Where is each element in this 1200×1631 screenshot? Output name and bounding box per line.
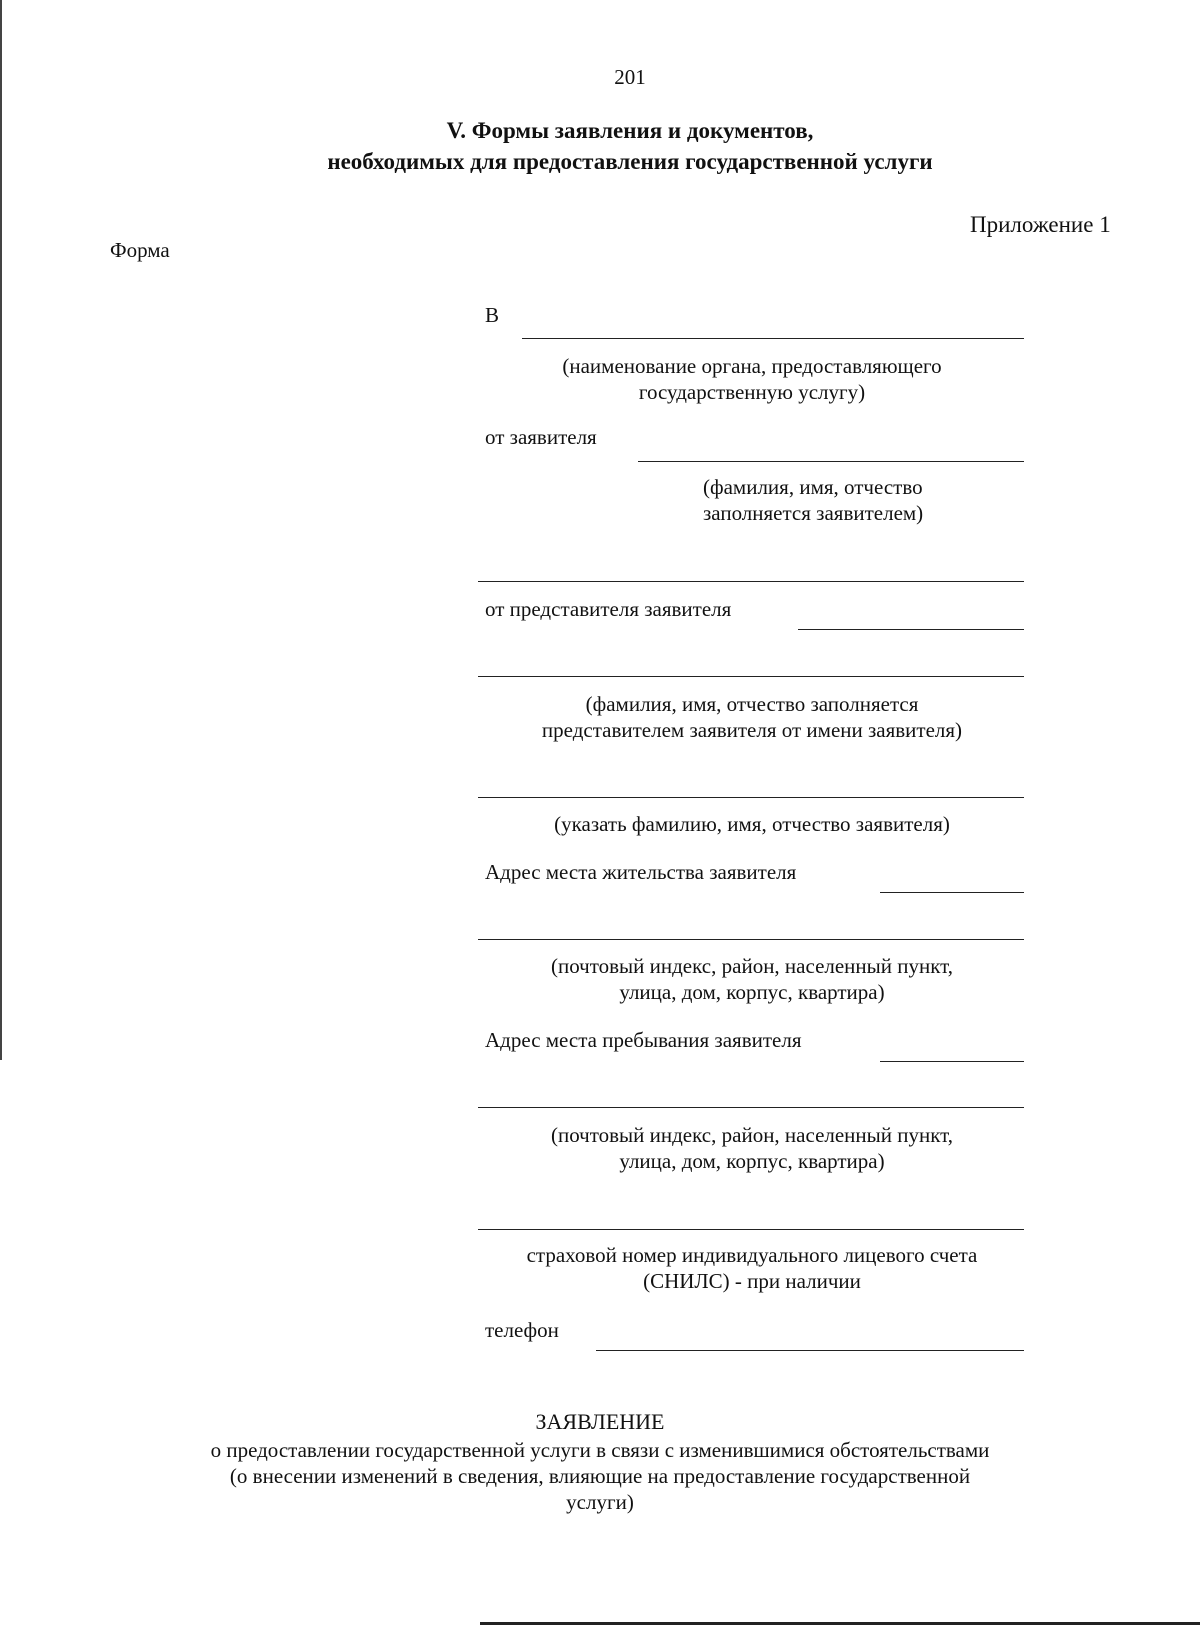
stay-hint-1: (почтовый индекс, район, населенный пункт, xyxy=(550,1123,954,1147)
phone-field-line[interactable] xyxy=(596,1350,1024,1351)
authority-hint-2: государственную услугу) xyxy=(638,380,866,404)
residence-hint-2: улица, дом, корпус, квартира) xyxy=(619,980,885,1004)
stay-address-label: Адрес места пребывания заявителя xyxy=(485,1028,802,1052)
applicant-extra-line[interactable] xyxy=(478,581,1024,582)
representative-field-line[interactable] xyxy=(798,629,1024,630)
statement-line1: о предоставлении государственной услуги в связи с изменившимися обстоятельствами xyxy=(210,1438,990,1462)
applicant-name-line[interactable] xyxy=(478,797,1024,798)
from-applicant-label: от заявителя xyxy=(485,425,597,449)
scan-bottom-edge xyxy=(480,1622,1200,1625)
stay-extra-line[interactable] xyxy=(478,1107,1024,1108)
authority-field-line[interactable] xyxy=(522,338,1024,339)
residence-hint-1: (почтовый индекс, район, населенный пункт, xyxy=(550,954,954,978)
from-representative-label: от представителя заявителя xyxy=(485,597,732,621)
statement-line3: услуги) xyxy=(566,1490,634,1514)
representative-hint-1: (фамилия, имя, отчество заполняется xyxy=(585,692,919,716)
scan-left-edge xyxy=(0,0,2,1060)
snils-field-line[interactable] xyxy=(478,1229,1024,1230)
phone-label: телефон xyxy=(485,1318,559,1342)
appendix-label: Приложение 1 xyxy=(970,212,1111,237)
representative-hint-2: представителем заявителя от имени заявителя) xyxy=(541,718,963,742)
page-number: 201 xyxy=(614,65,646,89)
form-label: Форма xyxy=(110,238,170,262)
snils-hint-1: страховой номер индивидуального лицевого счета xyxy=(526,1243,978,1267)
section-title-line2: необходимых для предоставления государственной услуги xyxy=(327,149,933,174)
section-title-line1: V. Формы заявления и документов, xyxy=(446,118,814,143)
statement-line2: (о внесении изменений в сведения, влияющие на предоставление государственной xyxy=(229,1464,971,1488)
snils-hint-2: (СНИЛС) - при наличии xyxy=(643,1269,861,1293)
representative-extra-line[interactable] xyxy=(478,676,1024,677)
applicant-hint-1: (фамилия, имя, отчество xyxy=(703,475,923,499)
applicant-field-line[interactable] xyxy=(638,461,1024,462)
authority-hint-1: (наименование органа, предоставляющего xyxy=(562,354,942,378)
applicant-name-hint: (указать фамилию, имя, отчество заявителя) xyxy=(554,812,950,836)
residence-extra-line[interactable] xyxy=(478,939,1024,940)
residence-field-line[interactable] xyxy=(880,892,1024,893)
statement-title: ЗАЯВЛЕНИЕ xyxy=(535,1409,665,1434)
stay-field-line[interactable] xyxy=(880,1061,1024,1062)
residence-address-label: Адрес места жительства заявителя xyxy=(485,860,797,884)
applicant-hint-2: заполняется заявителем) xyxy=(703,501,924,525)
to-prefix: В xyxy=(485,303,500,327)
stay-hint-2: улица, дом, корпус, квартира) xyxy=(619,1149,885,1173)
